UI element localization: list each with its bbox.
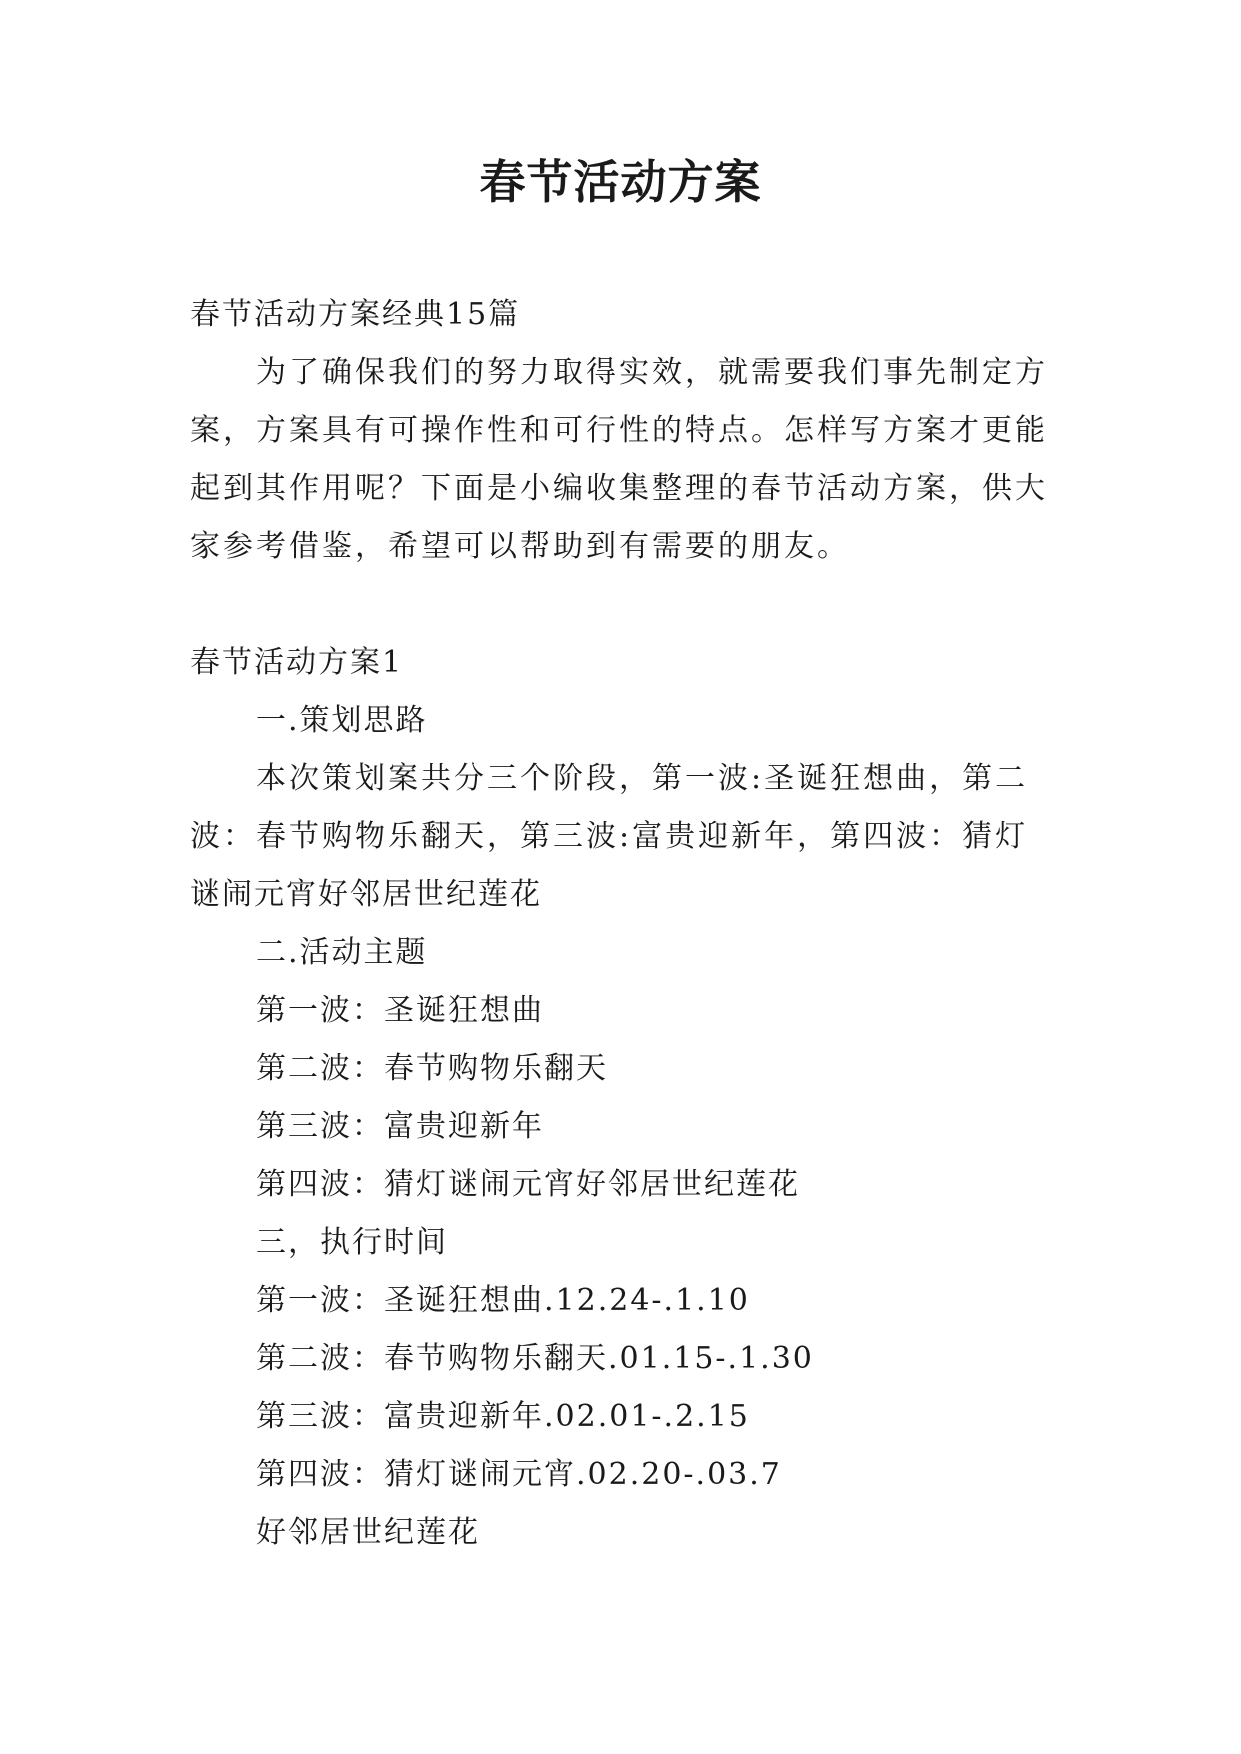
section-title: 春节活动方案1 [190,645,404,680]
schedule-item: 第三波：富贵迎新年.02.01-.2.15 [256,1399,750,1434]
theme-item: 第三波：富贵迎新年 [256,1109,544,1144]
schedule-item: 好邻居世纪莲花 [256,1515,480,1550]
document-body [190,286,1058,1562]
intro-line: 起到其作用呢？下面是小编收集整理的春节活动方案，供大 [190,471,1048,506]
plan-line: 波：春节购物乐翻天，第三波:富贵迎新年，第四波：猜灯 [190,819,1029,854]
section-heading: 一.策划思路 [256,703,428,738]
plan-line: 本次策划案共分三个阶段，第一波:圣诞狂想曲，第二 [256,761,1029,796]
section-heading: 二.活动主题 [256,935,428,970]
plan-paragraph [190,750,1058,924]
spacer [190,576,1058,634]
theme-item: 第二波：春节购物乐翻天 [256,1051,608,1086]
intro-line: 家参考借鉴，希望可以帮助到有需要的朋友。 [190,529,850,564]
intro-paragraph [190,344,1058,576]
theme-item: 第四波：猜灯谜闹元宵好邻居世纪莲花 [256,1167,800,1202]
document-title: 春节活动方案 [479,155,762,209]
schedule-item: 第二波：春节购物乐翻天.01.15-.1.30 [256,1341,814,1376]
theme-item: 第一波：圣诞狂想曲 [256,993,544,1028]
schedule-item: 第四波：猜灯谜闹元宵.02.20-.03.7 [256,1457,782,1492]
intro-line: 为了确保我们的努力取得实效，就需要我们事先制定方 [256,355,1048,390]
plan-line: 谜闹元宵好邻居世纪莲花 [190,877,542,912]
schedule-item: 第一波：圣诞狂想曲.12.24-.1.10 [256,1283,750,1318]
document-subtitle: 春节活动方案经典15篇 [190,297,521,332]
intro-line: 案，方案具有可操作性和可行性的特点。怎样写方案才更能 [190,413,1048,448]
section-heading: 三，执行时间 [256,1225,448,1260]
